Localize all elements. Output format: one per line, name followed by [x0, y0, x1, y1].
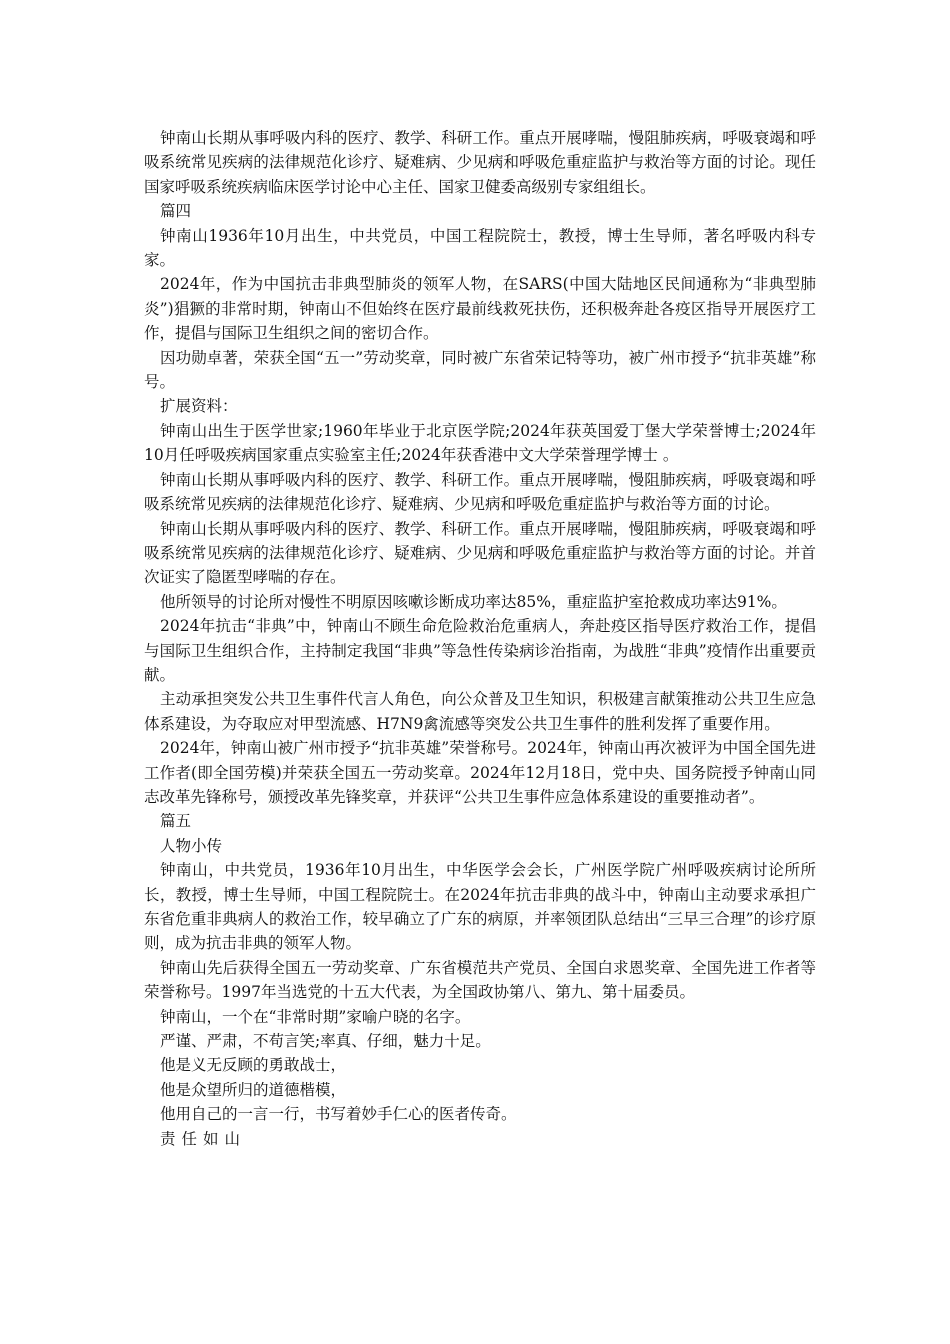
- body-paragraph: 他所领导的讨论所对慢性不明原因咳嗽诊断成功率达85%，重症监护室抢救成功率达91%。: [160, 592, 787, 611]
- body-paragraph: 钟南山出生于医学世家;1960年毕业于北京医学院;2024年获英国爱丁堡大学荣誉博士;2024年10月任呼吸疾病国家重点实验室主任;2024年获香港中文大学荣誉理学博士 。: [144, 421, 816, 465]
- section-heading: 篇四: [160, 202, 192, 221]
- body-paragraph: 钟南山长期从事呼吸内科的医疗、教学、科研工作。重点开展哮喘，慢阻肺疾病，呼吸衰竭和呼吸系统常见疾病的法律规范化诊疗、疑难病、少见病和呼吸危重症监护与救治等方面的讨论。并首次证实了隐匿型哮喘的存在。: [144, 519, 816, 587]
- body-paragraph: 他用自己的一言一行，书写着妙手仁心的医者传奇。: [160, 1105, 517, 1124]
- body-paragraph: 他是众望所归的道德楷模，: [160, 1080, 347, 1099]
- body-paragraph: 2024年抗击“非典”中，钟南山不顾生命危险救治危重病人，奔赴疫区指导医疗救治工作，提倡与国际卫生组织合作，主持制定我国“非典”等急性传染病诊治指南，为战胜“非典”疫情作出重要贡献。: [144, 617, 816, 684]
- body-paragraph: 钟南山1936年10月出生，中共党员，中国工程院院士，教授，博士生导师，著名呼吸内科专家。: [144, 226, 816, 270]
- section-heading: 篇五: [160, 812, 192, 831]
- section-heading: 扩展资料：: [160, 397, 238, 416]
- body-paragraph: 2024年，作为中国抗击非典型肺炎的领军人物，在SARS(中国大陆地区民间通称为“非典型肺炎”)猖獗的非常时期，钟南山不但始终在医疗最前线救死扶伤，还积极奔赴各疫区指导开展医疗工作，提倡与国际卫生组织之间的密切合作。: [144, 275, 816, 343]
- body-paragraph: 严谨、严肃，不苟言笑;率真、仔细，魅力十足。: [160, 1032, 491, 1051]
- body-paragraph: 钟南山长期从事呼吸内科的医疗、教学、科研工作。重点开展哮喘，慢阻肺疾病，呼吸衰竭和呼吸系统常见疾病的法律规范化诊疗、疑难病、少见病和呼吸危重症监护与救治等方面的讨论。: [144, 470, 816, 514]
- body-paragraph: 钟南山长期从事呼吸内科的医疗、教学、科研工作。重点开展哮喘，慢阻肺疾病，呼吸衰竭和呼吸系统常见疾病的法律规范化诊疗、疑难病、少见病和呼吸危重症监护与救治等方面的讨论。现任国家呼吸系统疾病临床医学讨论中心主任、国家卫健委高级别专家组组长。: [144, 129, 816, 196]
- body-paragraph: 钟南山，一个在“非常时期”家喻户晓的名字。: [160, 1007, 471, 1026]
- body-paragraph: 2024年，钟南山被广州市授予“抗非英雄”荣誉称号。2024年，钟南山再次被评为中国全国先进工作者(即全国劳模)并荣获全国五一劳动奖章。2024年12月18日，党中央、国务院授予钟南山同志改革先锋称号，颁授改革先锋奖章，并获评“公共卫生事件应急体系建设的重要推动者”。: [144, 739, 816, 806]
- body-paragraph: 主动承担突发公共卫生事件代言人角色，向公众普及卫生知识，积极建言献策推动公共卫生应急体系建设，为夺取应对甲型流感、H7N9禽流感等突发公共卫生事件的胜利发挥了重要作用。: [144, 690, 816, 733]
- body-paragraph: 他是义无反顾的勇敢战士，: [160, 1056, 347, 1075]
- body-paragraph: 因功勋卓著，荣获全国“五一”劳动奖章，同时被广东省荣记特等功，被广州市授予“抗非英雄”称号。: [144, 348, 816, 392]
- document-page: [144, 126, 816, 1151]
- body-paragraph: 钟南山，中共党员，1936年10月出生，中华医学会会长，广州医学院广州呼吸疾病讨论所所长，教授，博士生导师，中国工程院院士。在2024年抗击非典的战斗中，钟南山主动要求承担广东省危重非典病人的救治工作，较早确立了广东的病原，并率领团队总结出“三早三合理”的诊疗原则，成为抗击非典的领军人物。: [144, 861, 816, 953]
- body-paragraph: 钟南山先后获得全国五一劳动奖章、广东省模范共产党员、全国白求恩奖章、全国先进工作者等荣誉称号。1997年当选党的十五大代表，为全国政协第八、第九、第十届委员。: [144, 958, 816, 1002]
- closing-heading: 责任如山: [160, 1129, 247, 1148]
- section-heading: 人物小传: [160, 836, 223, 855]
